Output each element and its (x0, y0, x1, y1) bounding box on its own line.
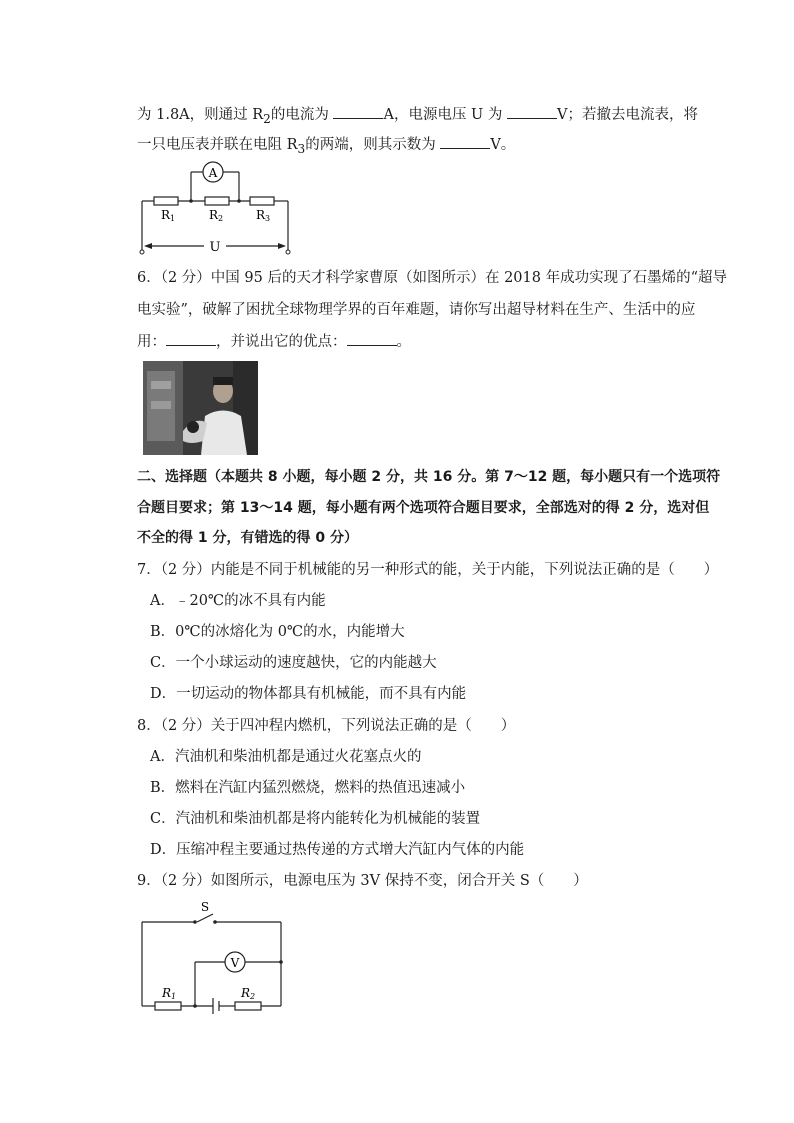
q7-option-d[interactable]: D．一切运动的物体都具有机械能，而不具有内能 (150, 686, 467, 702)
q5-text: 的电流为 (270, 107, 334, 123)
r2-label: R2 (209, 208, 224, 223)
switch-s (197, 914, 213, 922)
q5-circuit-diagram (130, 158, 310, 258)
answer-blank[interactable] (507, 104, 557, 119)
section2-line-2: 合题目要求；第 13～14 题，每小题有两个选项符合题目要求，全部选对的得 2 分，选对但 (137, 500, 710, 516)
answer-blank[interactable] (333, 104, 383, 119)
scientist-photo (143, 361, 258, 455)
q5-text: V；若撤去电流表，将 (557, 107, 698, 123)
answer-blank[interactable] (166, 331, 216, 346)
section2-line-1: 二、选择题（本题共 8 小题，每小题 2 分，共 16 分。第 7～12 题，每小题只有一个选项符 (137, 469, 721, 485)
answer-blank[interactable] (347, 331, 397, 346)
voltage-u-label: U (209, 240, 221, 255)
q6-line-2: 电实验”，破解了困扰全球物理学界的百年难题，请你写出超导材料在生产、生活中的应 (137, 302, 696, 318)
q5-text: V。 (490, 137, 516, 153)
section2-line-3: 不全的得 1 分，有错选的得 0 分） (137, 530, 358, 546)
q6-line-3 (137, 331, 411, 352)
q5-text: A，电源电压 U 为 (383, 107, 507, 123)
q7-option-b[interactable]: B．0℃的冰熔化为 0℃的水，内能增大 (150, 624, 405, 640)
q6-text: 用： (137, 334, 166, 350)
q8-option-a[interactable]: A．汽油机和柴油机都是通过火花塞点火的 (150, 749, 422, 765)
q5-line-2 (137, 134, 515, 159)
r2-label: R2 (241, 986, 256, 1001)
q6-text: 。 (396, 334, 411, 350)
q8-option-d[interactable]: D．压缩冲程主要通过热传递的方式增大汽缸内气体的内能 (150, 842, 525, 858)
q5-sub: 3 (297, 141, 306, 156)
resistor-r2 (205, 197, 229, 205)
switch-label: S (200, 900, 210, 914)
q5-text: 为 1.8A，则通过 R (137, 107, 264, 123)
q7-option-a[interactable]: A．﹣20℃的冰不具有内能 (150, 593, 326, 609)
q6-text: ，并说出它的优点： (216, 334, 347, 350)
resistor-r1 (154, 197, 178, 205)
resistor-r2 (235, 1002, 261, 1010)
voltmeter-label: V (230, 956, 240, 970)
r3-label: R3 (256, 208, 271, 223)
r1-label: R1 (162, 986, 177, 1001)
q8-option-b[interactable]: B．燃料在汽缸内猛烈燃烧，燃料的热值迅速减小 (150, 780, 466, 796)
q5-text: 一只电压表并联在电阻 R (137, 137, 298, 153)
q5-text: 的两端，则其示数为 (305, 137, 441, 153)
q9-circuit-diagram (135, 900, 295, 1015)
r1-label: R1 (161, 208, 176, 223)
answer-blank[interactable] (440, 134, 490, 149)
q8-stem: 8．（2 分）关于四冲程内燃机，下列说法正确的是（ ） (137, 718, 516, 734)
q9-stem: 9．（2 分）如图所示，电源电压为 3V 保持不变，闭合开关 S（ ） (137, 873, 588, 889)
q7-stem: 7．（2 分）内能是不同于机械能的另一种形式的能，关于内能，下列说法正确的是（ ） (137, 562, 719, 578)
photo-illustration (143, 361, 258, 455)
q5-sub: 2 (263, 111, 271, 126)
resistor-r3 (250, 197, 274, 205)
resistor-r1 (155, 1002, 181, 1010)
q6-line-1: 6．（2 分）中国 95 后的天才科学家曹原（如图所示）在 2018 年成功实现了石墨烯的“超导 (137, 270, 728, 286)
q8-option-c[interactable]: C．汽油机和柴油机都是将内能转化为机械能的装置 (150, 811, 481, 827)
ammeter-label: A (208, 166, 218, 180)
q5-line-1 (137, 104, 698, 129)
q7-option-c[interactable]: C．一个小球运动的速度越快，它的内能越大 (150, 655, 437, 671)
